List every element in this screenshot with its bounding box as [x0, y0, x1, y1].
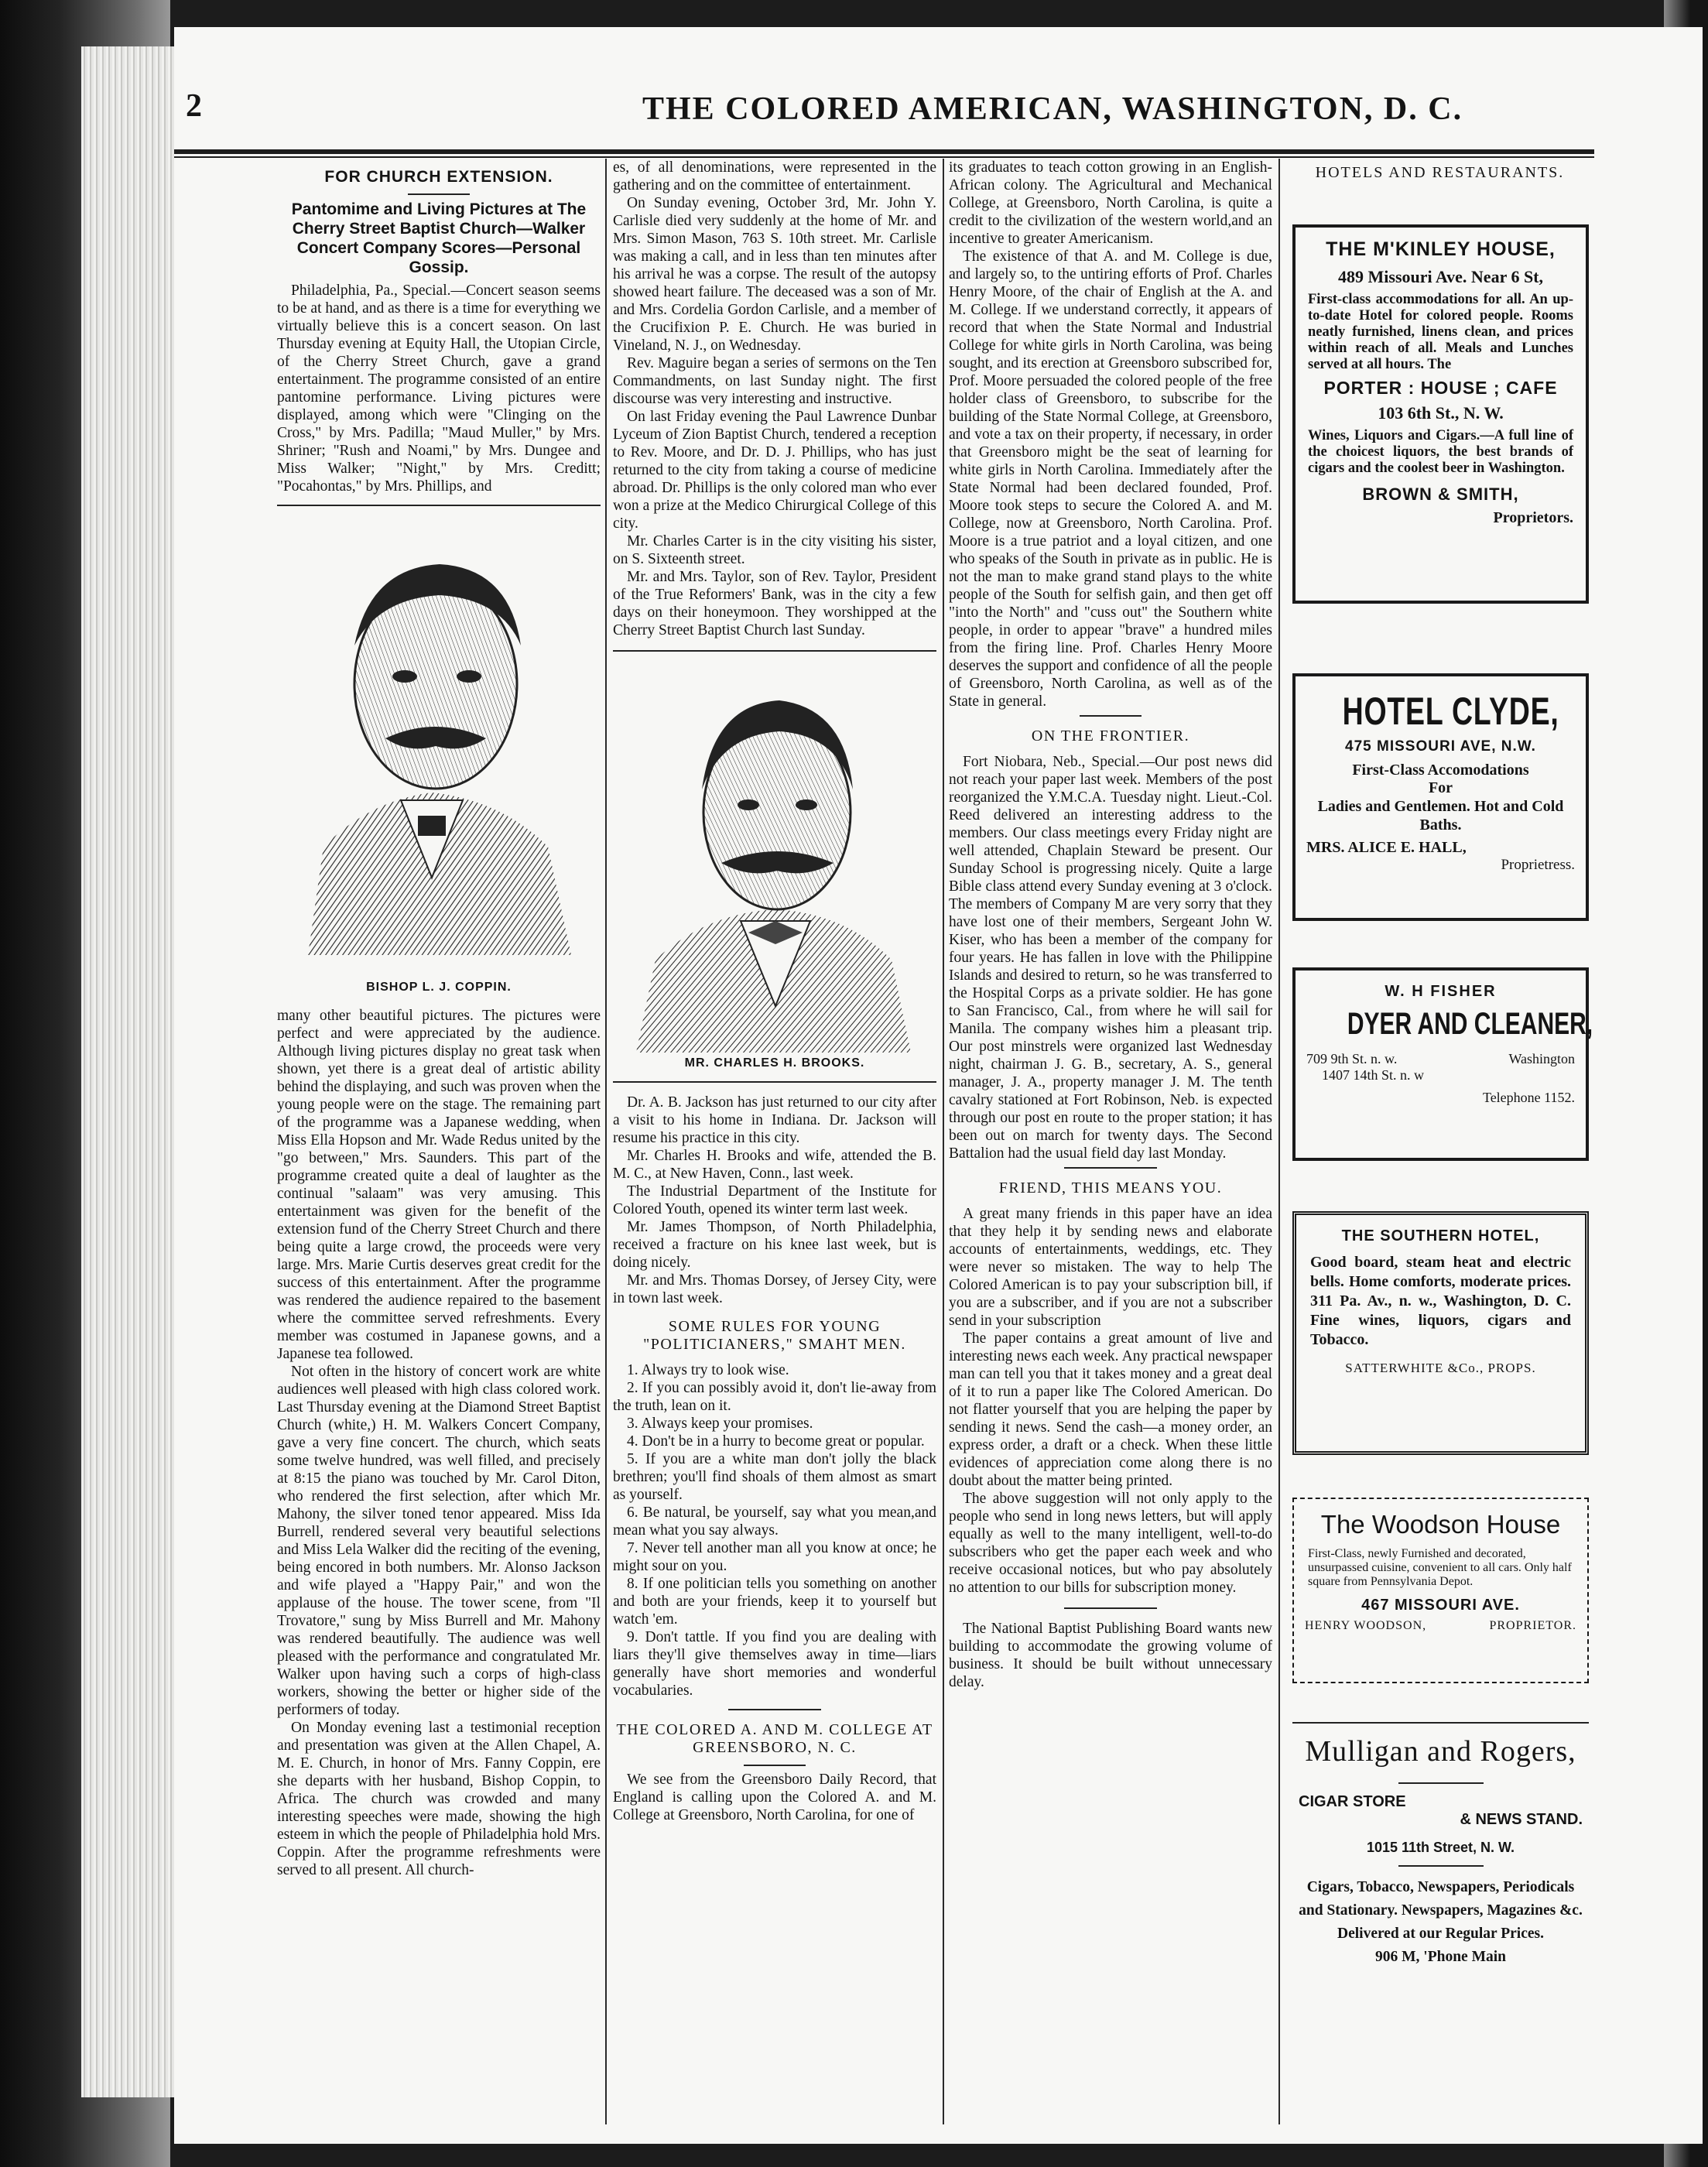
article-paragraph: The Industrial Department of the Institute for Colored Youth, opened its winter term last week. — [613, 1183, 936, 1217]
article-paragraph: Rev. Maguire began a series of sermons on the Ten Commandments, on last Sunday night. The first discourse was very interesting and instructive. — [613, 355, 936, 407]
rule-item: 3. Always keep your promises. — [627, 1416, 813, 1432]
article-paragraph: A great many friends in this paper have an idea that they help it by sending news and elaborate accounts of entertainments, weddings, etc. They were never so mistaken. The way to help The Colored American is to pay your subscription bill, if you are a subscriber, and if you are not a subscriber send in your subscription — [949, 1206, 1272, 1329]
fisher-ad — [1292, 967, 1593, 1161]
article-paragraph: The above suggestion will not only apply to the people who send in long news letters, but will apply equally as well to the many intelligent, well-to-do subscribers who get the paper each week and who receive occasional notices, but who pay absolutely no attention to our bills for subscription money. — [949, 1491, 1272, 1596]
fisher-address-1: 709 9th St. n. w. — [1306, 1051, 1398, 1066]
mckinley-role: Proprietors. — [1493, 509, 1573, 526]
rule-item: 7. Never tell another man all you know at once; he might sour on you. — [613, 1540, 936, 1574]
article-paragraph: Dr. A. B. Jackson has just returned to our city after a visit to his home in Indiana. Dr. Jackson will resume his practice in this city. — [613, 1094, 936, 1146]
friend-heading: FRIEND, THIS MEANS YOU. — [998, 1179, 1223, 1196]
mulligan-phone: 906 M, 'Phone Main — [1375, 1949, 1506, 1965]
article-paragraph: Mr. and Mrs. Taylor, son of Rev. Taylor, President of the True Reformers' Bank, was in the city a few days on their honeymoon. They worshipped at the Cherry Street Baptist Church last Sunday. — [613, 569, 936, 638]
mckinley-body: First-class accommodations for all. An up-to-date Hotel for colored people. Rooms neatly furnished, linens clean, and prices within reach of all. Meals and Lunches served at all hours. The — [1308, 292, 1573, 372]
article-paragraph: On Monday evening last a testimonial reception and presentation was given at the Allen Chapel, A. M. E. Church, in honor of Mrs. Fanny Coppin, ere she departs with her husband, Bishop Coppin, to Africa. The church was crowded and many interesting speeches were made, showing the high esteem in which the people of Philadelphia hold Mrs. Coppin. After the programme refreshments were served to all present. All church- — [277, 1720, 601, 1878]
rule-item: 6. Be natural, be yourself, say what you mean,and mean what you say always. — [613, 1505, 936, 1539]
woodson-owner: HENRY WOODSON, — [1305, 1619, 1427, 1632]
section-rule — [728, 1709, 821, 1710]
frontier-heading: ON THE FRONTIER. — [1031, 727, 1190, 745]
rule-item: 8. If one politician tells you something on another and both are your friends, keep it to yourself but watch 'em. — [613, 1576, 936, 1628]
brooks-portrait-frame — [613, 650, 936, 1054]
woodson-house-ad — [1292, 1498, 1589, 1683]
southern-body: Good board, steam heat and electric bells. Home comforts, moderate prices. 311 Pa. Av., n. w., Washington, D. C. Fine wines, liquors, cigars and Tobacco. — [1310, 1254, 1571, 1348]
woodson-owner-row — [1305, 1619, 1576, 1633]
woodson-body: First-Class, newly Furnished and decorated, unsurpassed cuisine, convenient to all cars. Only half square from Pennsylvania Depot. — [1308, 1547, 1572, 1588]
page-number: 2 — [186, 88, 202, 124]
section-rule — [1064, 1607, 1157, 1609]
fisher-trade: DYER AND CLEANER, — [1347, 1007, 1593, 1041]
rule-item: 1. Always try to look wise. — [627, 1362, 789, 1378]
hotel-clyde-ad — [1292, 673, 1589, 921]
mckinley-name: THE M'KINLEY HOUSE, — [1326, 238, 1556, 260]
article-paragraph: many other beautiful pictures. The pictures were perfect and were appreciated by the audience. Although living pictures display no great task when shown, yet there is a great deal of artistic ability behind the displaying, and such was proven when the young people were on the stage. The remaining part of the programme was a Japanese wedding, when Miss Ella Hopson and Mr. Wade Redus united by the "go between," Mrs. Saunders. This part of the programme created quite a deal of laughter as the continual "salaam" was very amusing. This entertainment was given for the benefit of the extension fund of the Cherry Street Church and there being quite a large crowd, the proceeds were very large. Mrs. Marie Curtis deserves great credit for the success of this entertainment. After the programme was rendered the audience repaired to the basement where the committee served refreshments. Every member was costumed in Japanese gowns, and a Japanese tea followed. — [277, 1008, 601, 1362]
mulligan-rogers-ad — [1292, 1722, 1589, 2063]
clyde-owner: MRS. ALICE E. HALL, — [1306, 839, 1467, 856]
southern-name: THE SOUTHERN HOTEL, — [1341, 1227, 1540, 1244]
mulligan-address: 1015 11th Street, N. W. — [1366, 1840, 1515, 1855]
fisher-address-2: 1407 14th St. n. w — [1322, 1067, 1425, 1083]
woodson-name: The Woodson House — [1320, 1510, 1561, 1539]
article-paragraph: Mr. Charles H. Brooks and wife, attended the B. M. C., at New Haven, Conn., last week. — [613, 1148, 936, 1182]
ad-rule — [1398, 1865, 1484, 1867]
fisher-name: W. H FISHER — [1385, 983, 1497, 1000]
ads-section-title: HOTELS AND RESTAURANTS. — [1315, 164, 1565, 181]
article-paragraph: Mr. and Mrs. Thomas Dorsey, of Jersey City, were in town last week. — [613, 1272, 936, 1306]
paper-title: THE COLORED AMERICAN, WASHINGTON, D. C. — [642, 91, 1463, 127]
column-rule-1 — [605, 159, 607, 2124]
clyde-line1: First-Class Accomodations — [1352, 762, 1529, 779]
heading-rule — [744, 1765, 806, 1766]
article-paragraph: The National Baptist Publishing Board wants new building to accommodate the growing volume of business. It should be built without unnecessary delay. — [949, 1621, 1272, 1690]
southern-owners: SATTERWHITE &Co., PROPS. — [1345, 1361, 1536, 1375]
rules-list — [613, 1361, 936, 1700]
church-extension-heading: FOR CHURCH EXTENSION. — [324, 168, 553, 186]
article-paragraph: Mr. Charles Carter is in the city visiting his sister, on S. Sixteenth street. — [613, 533, 936, 567]
column-rule-2 — [943, 159, 944, 2124]
clyde-address: 475 MISSOURI AVE, N.W. — [1345, 738, 1536, 755]
masthead-rule — [174, 149, 1594, 154]
clyde-line3: Ladies and Gentlemen. Hot and Cold Baths. — [1317, 798, 1564, 834]
coppin-portrait-icon — [277, 522, 601, 955]
mckinley-owners: BROWN & SMITH, — [1362, 484, 1519, 504]
rule-item: 2. If you can possibly avoid it, don't lie-away from the truth, lean on it. — [613, 1380, 936, 1414]
woodson-role: PROPRIETOR. — [1489, 1619, 1576, 1632]
coppin-portrait-frame — [277, 505, 601, 978]
brooks-portrait-icon — [613, 666, 936, 1053]
porter-house-address: 103 6th St., N. W. — [1378, 403, 1504, 423]
article-paragraph: The existence of that A. and M. College is due, and largely so, to the untiring efforts of Prof. Charles Henry Moore, of the chair of English at the A. and M. College. If we understand correctly, it appears of record that when the State Normal and Industrial College for white girls in North Carolina, was being sought, and its erection at Greensboro subscribed for, Prof. Moore persuaded the colored people of the free holder class of Greensboro, to subscribe for the building of the State Normal College, at Greensboro, and vote a tax on their property, if necessary, in order that Greensboro might be the seat of learning for white girls in North Carolina. Immediately after the State Normal had been declared founded, Prof. Moore took steps to secure the Colored A. and M. College, now at Greensboro, North Carolina. Prof. Moore is a true patriot and a loyal citizen, and one who speaks of the South in private as in public. He is not the man to make grand stand plays to the white people of the South for selfish gain, and then get off "into the North" and "cuss out" the Southern white people, in order to appear "brave" a hundred miles from the firing line. Prof. Charles Henry Moore deserves the support and confidence of all the people of Greensboro, North Carolina, as well as of the State in general. — [949, 248, 1272, 710]
rule-item: 5. If you are a white man don't jolly the black brethren; you'll find shoals of them almost as smart as yourself. — [613, 1451, 936, 1503]
church-extension-subheading: Pantomime and Living Pictures at The Cherry Street Baptist Church—Walker Concert Company Scores—Personal Gossip. — [291, 200, 587, 276]
southern-hotel-ad — [1292, 1211, 1589, 1455]
porter-house-body: Wines, Liquors and Cigars.—A full line of the choicest liquors, the best brands of cigars and the coolest beer in Washington. — [1308, 428, 1573, 476]
college-heading: THE COLORED A. AND M. COLLEGE AT GREENSBORO, N. C. — [616, 1721, 933, 1756]
mulligan-line1: CIGAR STORE — [1299, 1793, 1406, 1810]
coppin-caption: BISHOP L. J. COPPIN. — [366, 981, 512, 994]
heading-rule — [408, 193, 470, 195]
column-3 — [949, 159, 1272, 1691]
article-paragraph: On Sunday evening, October 3rd, Mr. John Y. Carlisle died very suddenly at the home of Mr. and Mrs. Simon Mason, 763 S. 10th street. Mr. Carlisle was making a call, and in less than ten minutes after his arrival he was a corpse. The result of the autopsy showed heart failure. The deceased was a son of Mr. and Mrs. Cordelia Gordon Carlisle, and a member of the Crucifixion P. E. Church. He was buried in Vineland, N. J., on Wednesday. — [613, 195, 936, 354]
porter-house-name: PORTER : HOUSE ; CAFE — [1323, 378, 1558, 398]
fisher-city: Washington — [1508, 1051, 1575, 1066]
column-rule-3 — [1278, 159, 1280, 2124]
section-rule — [1064, 1167, 1157, 1169]
fisher-phone: Telephone 1152. — [1482, 1090, 1575, 1105]
article-paragraph: We see from the Greensboro Daily Record, that England is calling upon the Colored A. and M. College at Greensboro, North Carolina, for one of — [613, 1772, 936, 1823]
article-paragraph: Not often in the history of concert work are white audiences well pleased with high class colored work. Last Thursday evening at the Diamond Street Baptist Church (white,) H. M. Walkers Concert Company, gave a very fine concert. The church, which seats some twelve hundred, was well filled, and precisely at 8:15 the piano was touched by Mr. Carol Diton, who rendered the first selection, after which Mr. Mahony, the silver toned tenor appeared. Miss Ida Burrell, rendered several very beautiful selections and Miss Lela Walker did the reciting of the evening, being encored in both numbers. Mr. Alonso Jackson and wife played a "Happy Pair," and won the applause of the house. The tower scene, from "Il Trovatore," sung by Miss Burrell and Mr. Mahony was rendered beautifully. The audience was well pleased with the performance and congratulated Mr. Walker upon having such a corps of high-class workers, showing the better or higher side of the performers of today. — [277, 1364, 601, 1718]
article-paragraph: The paper contains a great amount of live and interesting news each week. Any practical newspaper man can tell you that it takes money and a great deal of it to run a paper like The Colored American. Do not flatter yourself that you are helping the paper by sending it news. Send the cash—a money order, an express order, a draft or a check. When these little evidences of appreciation come along there is no doubt about the matter being printed. — [949, 1330, 1272, 1489]
clyde-role: Proprietress. — [1501, 857, 1575, 873]
article-paragraph: Philadelphia, Pa., Special.—Concert season seems to be at hand, and as there is a time for everything we virtually believe this is a concert season. On last Thursday evening at Equity Hall, the Utopian Circle, of the Cherry Street Church, gave a grand entertainment. The programme consisted of an entire pantomine performance. Living pictures were displayed, among which were "Clinging on the Cross," by Mrs. Padilla; "Maud Muller," by Mrs. Shriner; "Rush and Noami," by Mrs. Dungee and Miss Walker; "Night," by Mrs. Creditt; "Pocahontas," by Mrs. Phillips, and — [277, 282, 601, 495]
clyde-name: HOTEL CLYDE, — [1342, 690, 1559, 733]
rule-item: 9. Don't tattle. If you find you are dealing with liars they'll give themselves away in time—liars generally have short memories and wonderful vocabularies. — [613, 1629, 936, 1699]
page-edges — [81, 46, 190, 2097]
mulligan-body: Cigars, Tobacco, Newspapers, Periodicals and Stationary. Newspapers, Magazines &c. Delivered at our Regular Prices. — [1299, 1879, 1583, 1942]
column-1 — [277, 159, 601, 1879]
article-paragraph: On last Friday evening the Paul Lawrence Dunbar Lyceum of Zion Baptist Church, tendered a reception to Rev. Moore, and Dr. D. J. Phillips, who has just returned to the city from taking a course of medicine abroad. Dr. Phillips is the only colored man who ever won a prize at the Medico Chirurgical College of this city. — [613, 409, 936, 532]
ad-rule — [1398, 1782, 1484, 1784]
brooks-caption: MR. CHARLES H. BROOKS. — [613, 1054, 936, 1083]
mulligan-name: Mulligan and Rogers, — [1305, 1735, 1576, 1768]
section-rule — [1080, 715, 1142, 717]
article-paragraph: es, of all denominations, were represented in the gathering and on the committee of entertainment. — [613, 159, 936, 193]
column-2 — [613, 159, 936, 1824]
mckinley-address: 489 Missouri Ave. Near 6 St, — [1338, 267, 1543, 286]
mulligan-line2: & NEWS STAND. — [1460, 1811, 1583, 1828]
article-paragraph: Fort Niobara, Neb., Special.—Our post news did not reach your paper last week. Members of the post reorganized the Y.M.C.A. Tuesday night. Lieut.-Col. Reed delivered an interesting address to the members. Our class meetings every Friday night are well attended, Chaplain Steward be present. Our Sunday School is progressing nicely. Quite a large Bible class attend every Sunday evening at 3 o'clock. The members of Company M are very sorry that they have lost one of their members, Sergeant John W. Kiser, who has been a member of the company for four years. He has fallen in love with the Philippine Islands and desired to return, so he was transferred to the Hospital Corps as a private soldier. He has gone to San Francisco, Cal., from where he will sail for Manila. The company wishes him a pleasant trip. Our post minstrels were organized last Wednesday night, chairman J. G. B., secretary, A. S., general manager, J. A., property manager J. M. The tenth cavalry stationed at Fort Robinson, Neb. is expected through our post en route to the proper station; it has been out on march for twenty days. The Second Battalion had the usual field day last Monday. — [949, 754, 1272, 1162]
article-paragraph: Mr. James Thompson, of North Philadelphia, received a fracture on his knee last week, but is doing nicely. — [613, 1219, 936, 1271]
woodson-address: 467 MISSOURI AVE. — [1361, 1597, 1520, 1614]
masthead-rule-thin — [174, 156, 1594, 158]
article-paragraph: its graduates to teach cotton growing in an English-African colony. The Agricultural and Mechanical College, at Greensboro, North Carolina, is quite a credit to the civilization of the western world,and an incentive to greater Americanism. — [949, 159, 1272, 247]
rule-item: 4. Don't be in a hurry to become great or popular. — [627, 1433, 925, 1450]
rules-heading: SOME RULES FOR YOUNG "POLITICIANERS," SMAHT MEN. — [643, 1318, 906, 1353]
fisher-address-row — [1306, 1051, 1575, 1067]
clyde-line2: For — [1428, 779, 1453, 796]
mckinley-house-ad — [1292, 224, 1589, 604]
